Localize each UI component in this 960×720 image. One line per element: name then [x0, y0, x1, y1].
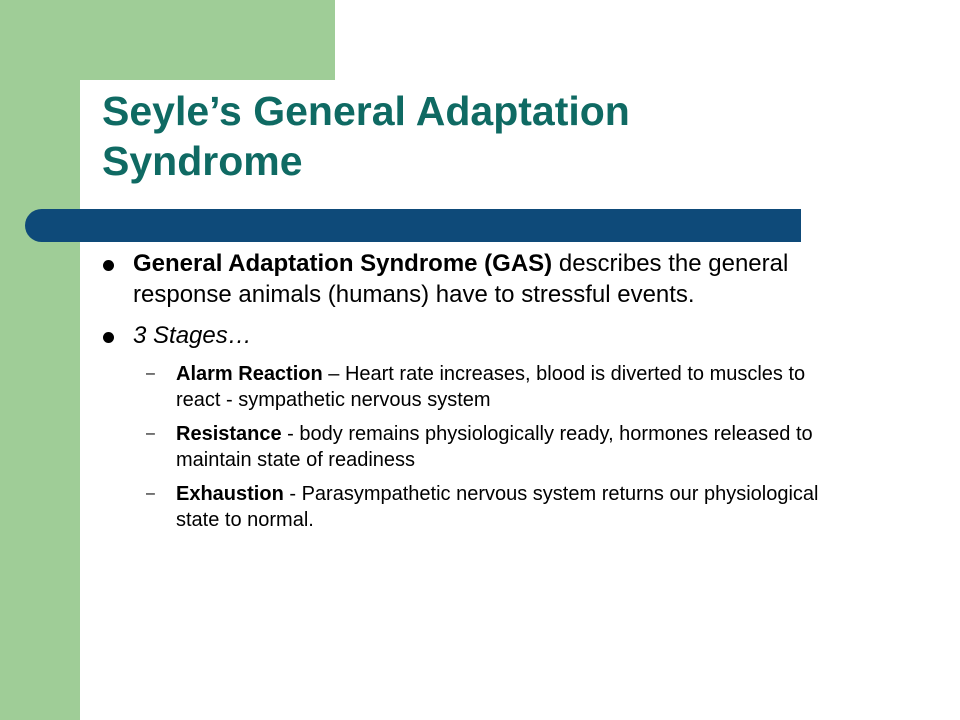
stage-exhaustion — [100, 481, 840, 533]
filled-circle-bullet-icon — [103, 260, 114, 271]
bullet-gas-definition — [100, 248, 840, 310]
stage-description: - body remains physiologically ready, hormones released to maintain state of readiness — [176, 423, 813, 471]
stage-description: – Heart rate increases, blood is diverted to muscles to react - sympathetic nervous system — [176, 363, 806, 411]
stage-label: Resistance — [176, 423, 282, 445]
stage-label: Alarm Reaction — [176, 363, 323, 385]
stage-label: Exhaustion — [176, 483, 284, 505]
stage-alarm-reaction — [100, 361, 840, 413]
slide-content — [100, 248, 840, 541]
gas-description: describes the general response animals (humans) have to stressful events. — [133, 250, 789, 308]
stages-heading: 3 Stages… — [133, 322, 252, 349]
stage-description: - Parasympathetic nervous system returns our physiological state to normal. — [176, 483, 819, 531]
filled-circle-bullet-icon — [103, 332, 114, 343]
dash-icon: – — [146, 425, 155, 442]
dash-icon: – — [146, 485, 155, 502]
stage-resistance — [100, 421, 840, 473]
left-green-strip — [0, 0, 80, 720]
gas-term: General Adaptation Syndrome (GAS) — [133, 250, 553, 277]
slide-title: Seyle’s General Adaptation Syndrome — [102, 88, 630, 184]
title-underline-bar — [25, 209, 801, 242]
top-green-block — [80, 0, 335, 80]
dash-icon: – — [146, 365, 155, 382]
bullet-three-stages — [100, 320, 840, 351]
